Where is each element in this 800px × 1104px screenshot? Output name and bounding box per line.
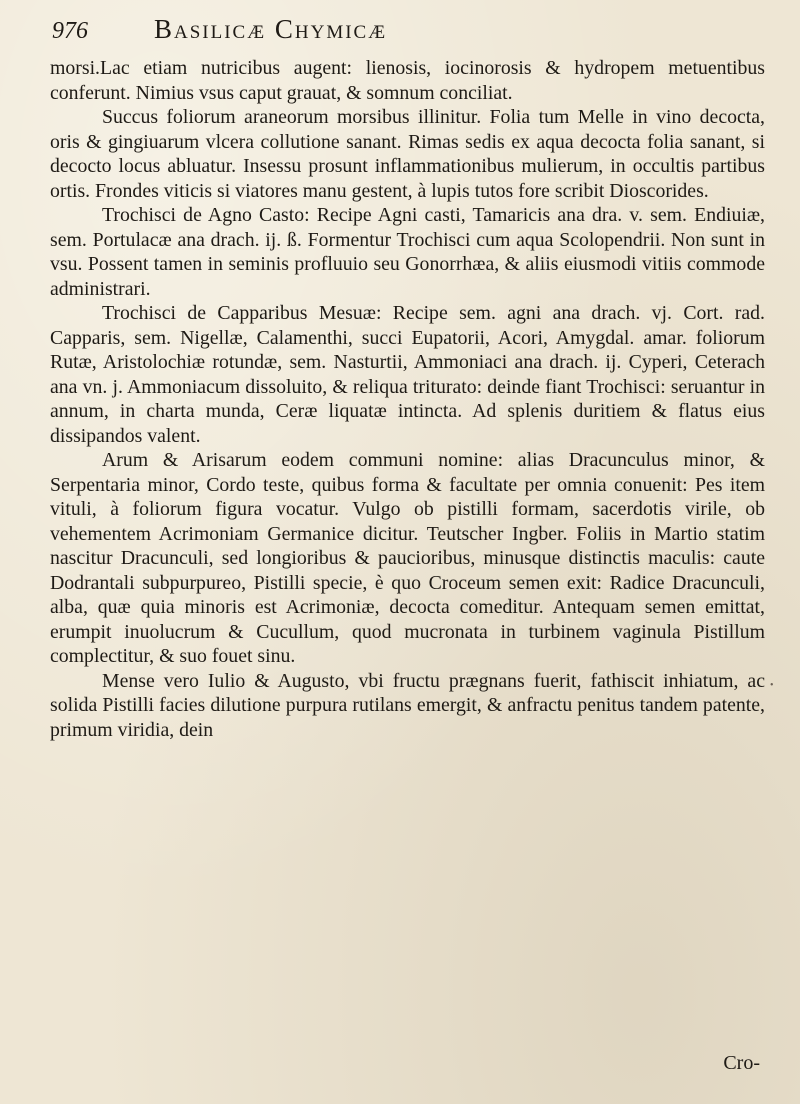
paragraph-6: Mense vero Iulio & Augusto, vbi fructu prægnans fuerit, fathiscit inhiatum, ac solida Pistilli facies dilutione purpura rutilans emergit, & anfractu penitus tandem patente, primum viridia, dein	[50, 669, 765, 741]
catchword: Cro-	[723, 1052, 760, 1074]
body-text	[50, 56, 765, 742]
paragraph-2: Succus foliorum araneorum morsibus illinitur. Folia tum Melle in vino decocta, oris & gingiuarum vlcera collutione sanant. Rimas sedis ex aqua decocta folia sanant, si decocto locus abluatur. Insessu prosunt inflammationibus mulierum, in occultis partibus ortis. Frondes viticis si viatores manu gestent, à lupis tutos fore scribit Dioscorides.	[50, 106, 765, 202]
paragraph-1: morsi.Lac etiam nutricibus augent: lienosis, iocinorosis & hydropem metuentibus conferunt. Nimius vsus caput grauat, & somnum conciliat.	[50, 57, 765, 104]
paragraph-4: Trochisci de Capparibus Mesuæ: Recipe sem. agni ana drach. vj. Cort. rad. Capparis, sem. Nigellæ, Calamenthi, succi Eupatorii, Acori, Amygdal. amar. foliorum Rutæ, Aristolochiæ rotundæ, sem. Nasturtii, Ammoniaci ana drach. ij. Cyperi, Ceterach ana vn. j. Ammoniacum dissoluito, & reliqua triturato: deinde fiant Trochisci: seruantur in annum, in charta munda, Ceræ liquatæ intincta. Ad splenis duritiem & flatus eius dissipandos valent.	[50, 302, 765, 447]
page-header	[52, 14, 760, 48]
paragraph-3: Trochisci de Agno Casto: Recipe Agni casti, Tamaricis ana dra. v. sem. Endiuiæ, sem. Portulacæ ana drach. ij. ß. Formentur Trochisci cum aqua Scolopendrii. Non sunt in vsu. Possent tamen in seminis profluuio seu Gonorrhæa, & aliis eiusmodi vitiis commode administrari.	[50, 204, 765, 300]
margin-dot-mark: •	[770, 680, 774, 691]
paragraph-5: Arum & Arisarum eodem communi nomine: alias Dracunculus minor, & Serpentaria minor, Cordo teste, quibus forma & facultate per omnia conuenit: Pes item vituli, à foliorum figura vocatur. Vulgo ob pistilli formam, sacerdotis virile, ob vehementem Acrimoniam Germanice dicitur. Teutscher Ingber. Foliis in Martio statim nascitur Dracunculi, sed longioribus & paucioribus, minusque distinctis maculis: caute Dodrantali subpurpureo, Pistilli specie, è quo Croceum semen exit: Radice Dracunculi, alba, quæ quia minoris est Acrimoniæ, decocta comeditur. Antequam semen emittat, erumpit inuolucrum & Cucullum, quod mucronata in turbinem vaginula Pistillum complectitur, & suo fouet sinu.	[50, 449, 765, 667]
running-head: Basilicæ Chymicæ	[154, 14, 388, 44]
page-number: 976	[52, 18, 88, 44]
